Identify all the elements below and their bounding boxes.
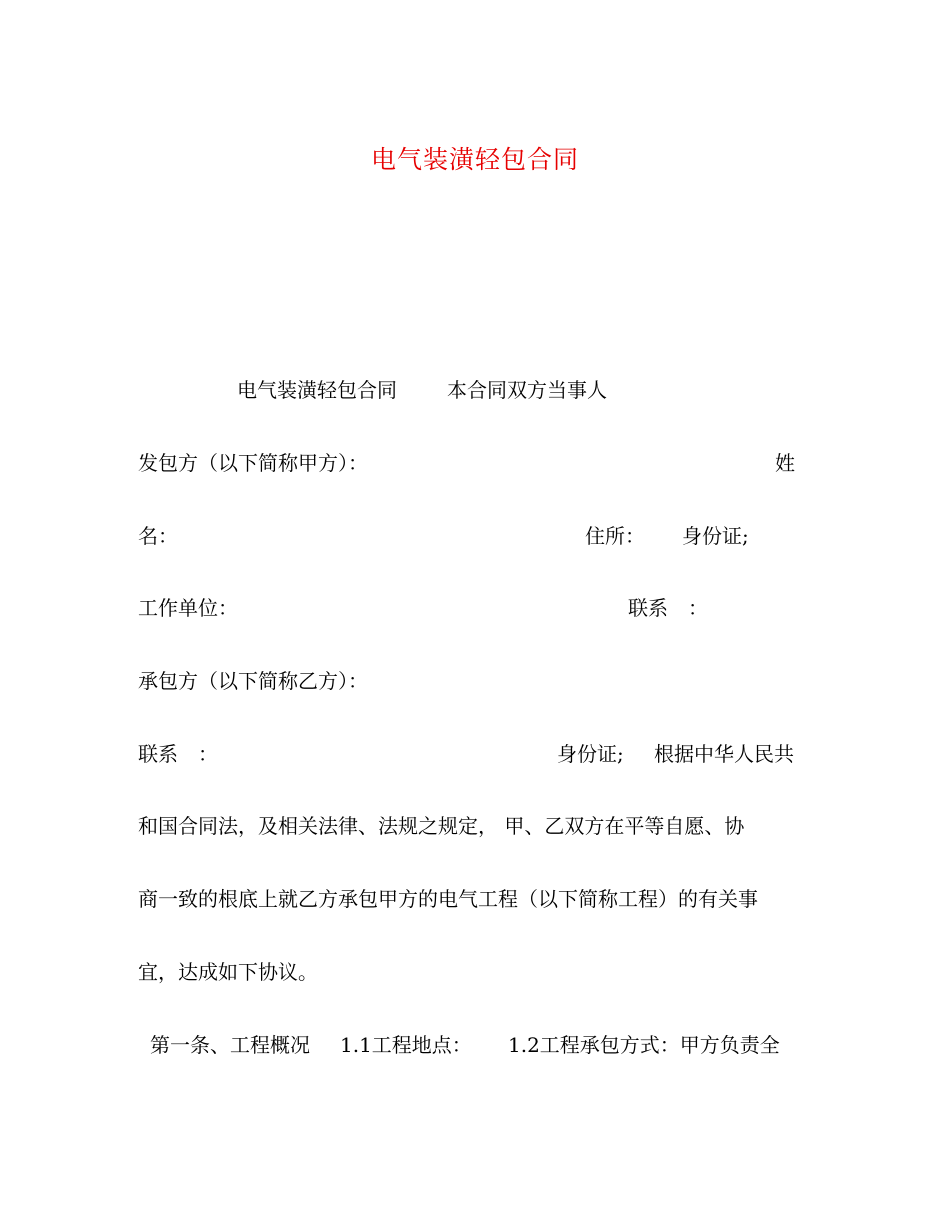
preamble-line1-tail: 根据中华人民共	[654, 742, 794, 766]
party-a-address-label: 住所：	[585, 524, 645, 548]
party-a-work-unit-label: 工作单位：	[138, 596, 238, 620]
preamble-line4: 宜，达成如下协议。	[138, 960, 318, 984]
party-b-contact-label: 联系 ：	[138, 742, 218, 766]
article1-item-1-2: 1.2工程承包方式：甲方负责全	[508, 1033, 780, 1057]
article1-item-1-1: 1.1工程地点：	[340, 1033, 472, 1057]
page-title: 电气装潢轻包合同	[370, 145, 579, 174]
party-a-name-label-part1: 姓	[775, 451, 795, 475]
party-b-id-label: 身份证;	[557, 742, 624, 766]
preamble-line2: 和国合同法，及相关法律、法规之规定， 甲、乙双方在平等自愿、协	[138, 814, 745, 838]
party-b-label: 承包方（以下简称乙方）：	[138, 669, 368, 693]
party-a-id-label: 身份证;	[682, 524, 749, 548]
party-a-label: 发包方（以下简称甲方）：	[138, 451, 368, 475]
parties-heading: 本合同双方当事人	[447, 378, 607, 402]
party-a-contact-label: 联系 ：	[628, 596, 708, 620]
article1-heading: 第一条、工程概况	[150, 1033, 310, 1057]
preamble-line3: 商一致的根底上就乙方承包甲方的电气工程（以下简称工程）的有关事	[138, 887, 758, 911]
contract-name: 电气装潢轻包合同	[237, 378, 397, 402]
party-a-name-label-part2: 名：	[138, 524, 178, 548]
